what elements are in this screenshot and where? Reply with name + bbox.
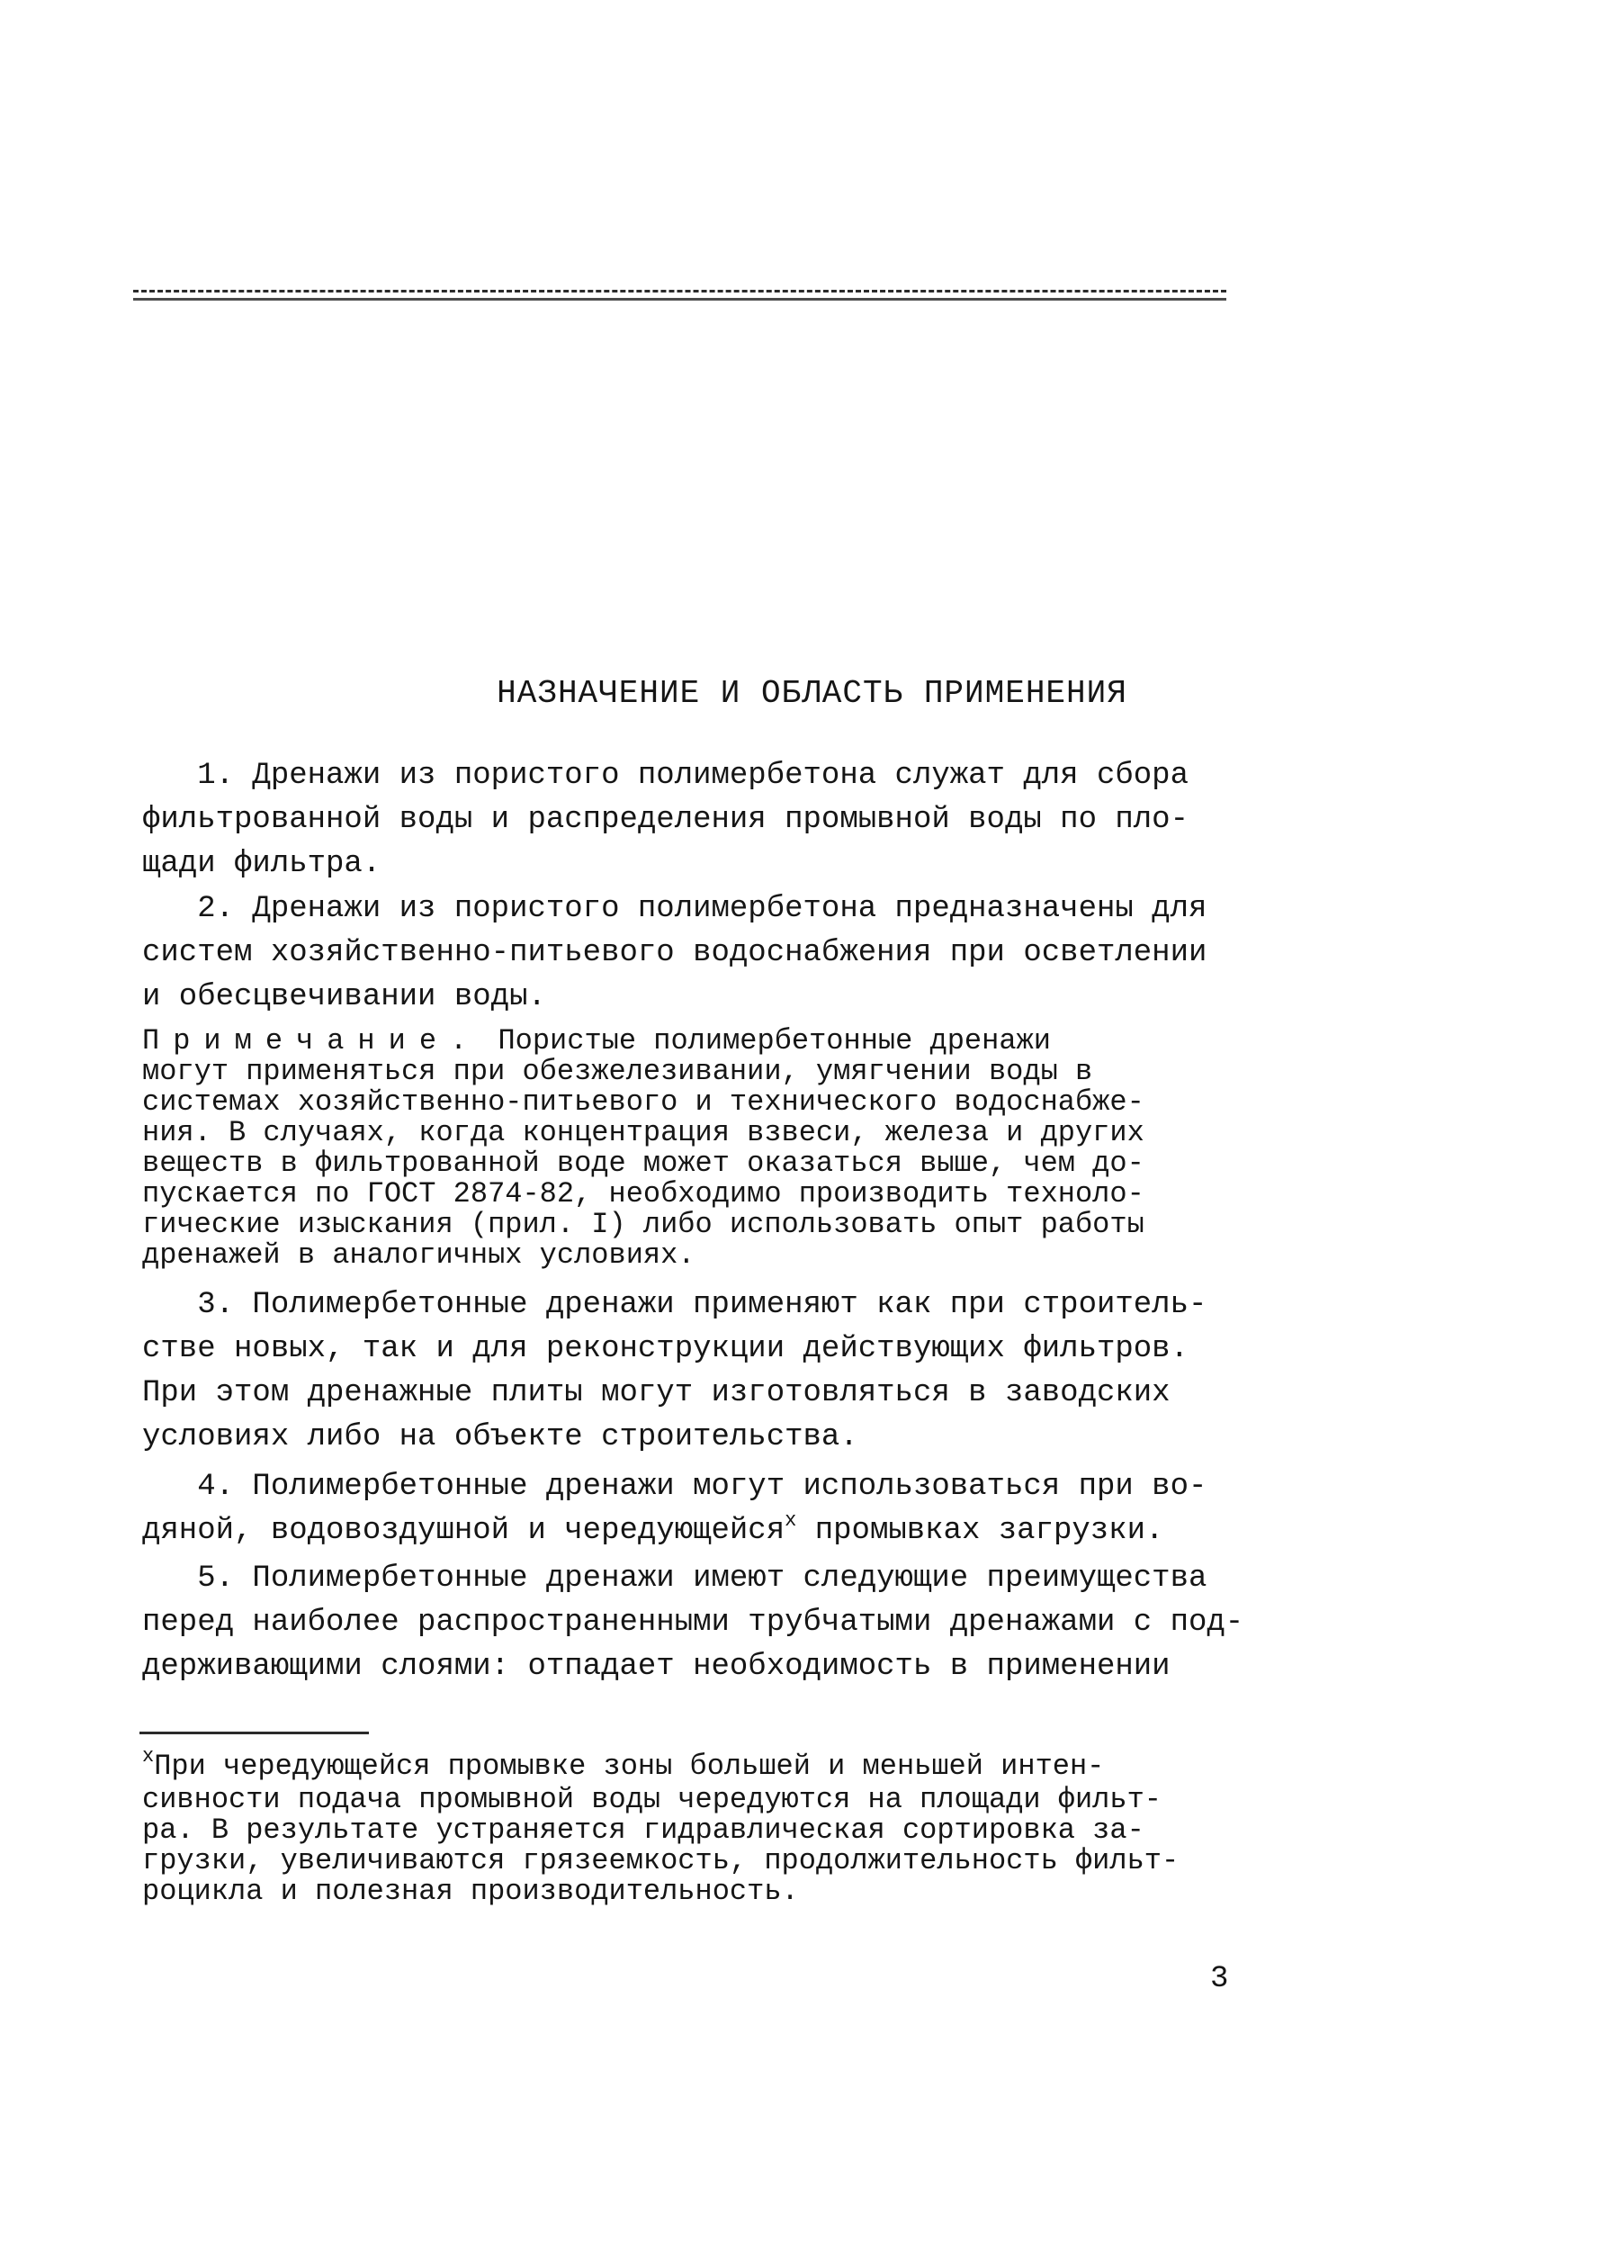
separator-line-lower (133, 298, 1226, 301)
separator-line-upper (133, 290, 1226, 292)
note-line: пускается по ГОСТ 2874-82, необходимо производить техноло- (142, 1177, 1144, 1210)
paragraph-text: дяной, водовоздушной и чередующейся (142, 1514, 785, 1548)
page-number: 3 (1210, 1962, 1229, 1996)
footnote-marker: x (785, 1509, 797, 1532)
section-title: НАЗНАЧЕНИЕ И ОБЛАСТЬ ПРИМЕНЕНИЯ (497, 675, 1127, 712)
footnote-line: сивности подача промывной воды чередуются на площади фильт- (142, 1783, 1162, 1816)
note-line: ния. В случаях, когда концентрация взвеси, железа и других (142, 1116, 1144, 1149)
footnote-first-line (142, 1745, 1249, 1785)
paragraph-1 (142, 754, 1249, 886)
paragraph-line: щади фильтра. (142, 847, 381, 881)
paragraph-line: 2. Дренажи из пористого полимербетона предназначены для (142, 892, 1207, 926)
paragraph-line: 3. Полимербетонные дренажи применяют как при строитель- (142, 1288, 1207, 1322)
note-line: гические изыскания (прил. I) либо использовать опыт работы (142, 1208, 1144, 1241)
paragraph-2 (142, 887, 1249, 1020)
paragraph-5 (142, 1557, 1249, 1689)
paragraph-line: и обесцвечивании воды. (142, 980, 546, 1014)
note-line: веществ в фильтрованной воде может оказаться выше, чем до- (142, 1147, 1144, 1180)
paragraph-line: условиях либо на объекте строительства. (142, 1420, 858, 1454)
note-line: системах хозяйственно-питьевого и технического водоснабже- (142, 1085, 1144, 1119)
paragraph-line: 1. Дренажи из пористого полимербетона служат для сбора (142, 759, 1189, 793)
paragraph-line: перед наиболее распространенными трубчатыми дренажами с под- (142, 1606, 1244, 1640)
paragraph-line: При этом дренажные плиты могут изготовляться в заводских (142, 1376, 1171, 1410)
footnote-separator (139, 1732, 369, 1734)
note-line: могут применяться при обезжелезивании, умягчении воды в (142, 1055, 1093, 1088)
paragraph-3 (142, 1283, 1249, 1460)
note-line: дренажей в аналогичных условиях. (142, 1238, 695, 1272)
paragraph-line: 5. Полимербетонные дренажи имеют следующие преимущества (142, 1562, 1207, 1596)
paragraph-4 (142, 1465, 1249, 1555)
paragraph-line: 4. Полимербетонные дренажи могут использоваться при во- (142, 1470, 1207, 1504)
paragraph-line: стве новых, так и для реконструкции действующих фильтров. (142, 1332, 1189, 1366)
footnote-line: При чередующейся промывке зоны большей и меньшей интен- (154, 1750, 1105, 1783)
paragraph-line-with-marker (142, 1509, 1249, 1555)
footnote-line: грузки, увеличиваются грязеемкость, продолжительность фильт- (142, 1844, 1180, 1877)
note-block (142, 1026, 1249, 1271)
note-label: Примечание. (142, 1024, 481, 1058)
footnote-line: ра. В результате устраняется гидравлическая сортировка за- (142, 1814, 1144, 1847)
paragraph-line: держивающими слоями: отпадает необходимость в применении (142, 1650, 1171, 1684)
note-line: Пористые полимербетонные дренажи (480, 1024, 1051, 1058)
footnote-block (142, 1745, 1249, 1908)
footnote-line: роцикла и полезная производительность. (142, 1875, 799, 1908)
top-separator-rule (133, 290, 1226, 302)
note-first-line (142, 1026, 1249, 1057)
footnote-marker: x (142, 1745, 155, 1768)
paragraph-line: систем хозяйственно-питьевого водоснабжения при осветлении (142, 936, 1207, 970)
paragraph-text: промывках загрузки. (796, 1514, 1164, 1548)
paragraph-line: фильтрованной воды и распределения промывной воды по пло- (142, 803, 1189, 837)
